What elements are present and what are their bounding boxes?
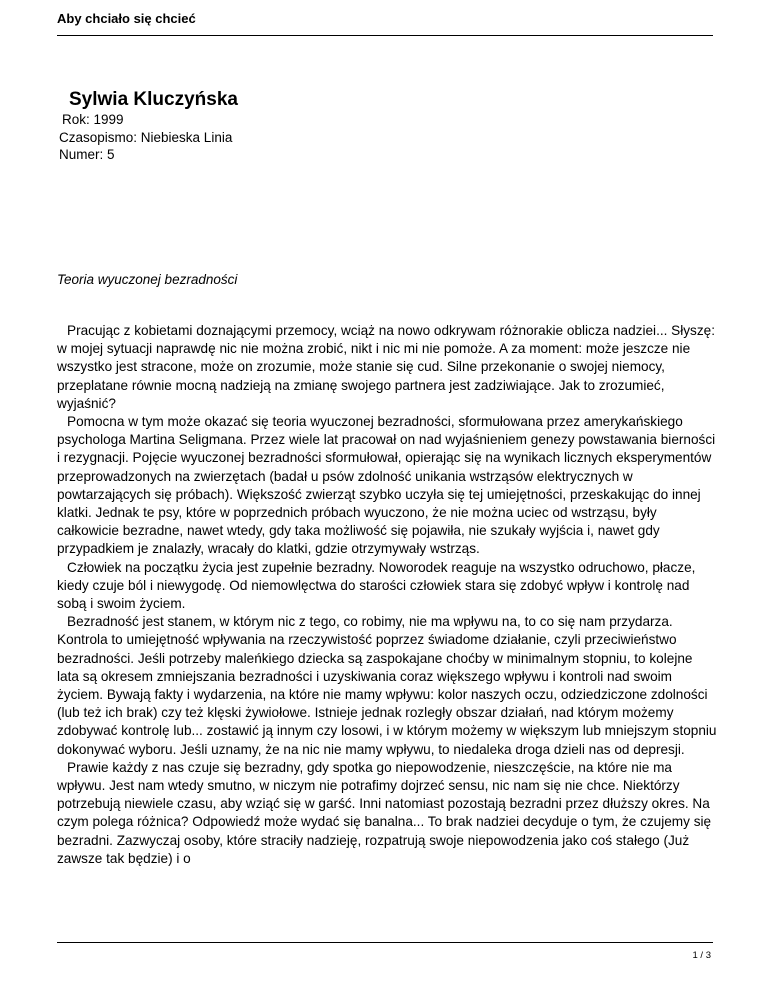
document-header-title: Aby chciało się chcieć xyxy=(57,11,196,26)
article-metadata xyxy=(59,111,232,164)
section-subtitle: Teoria wyuczonej bezradności xyxy=(57,272,238,287)
body-paragraph: Prawie każdy z nas czuje się bezradny, gdy spotka go niepowodzenie, nieszczęście, na które nie ma wpływu. Jest nam wtedy smutno, w niczym nie potrafimy dojrzeć sensu, nic nam się nie chce. Niektórzy potrzebują niewiele czasu, aby wziąć się w garść. Inni natomiast pozostają bezradni przez dłuższy okres. Na czym polega różnica? Odpowiedź może wydać się banalna... To brak nadziei decyduje o tym, że czujemy się bezradni. Zazwyczaj osoby, które straciły nadzieję, rozpatrują swoje niepowodzenia jako coś stałego (Już zawsze tak będzie) i o xyxy=(57,759,712,866)
body-paragraph: Bezradność jest stanem, w którym nic z tego, co robimy, nie ma wpływu na, to co się nam przydarza. Kontrola to umiejętność wpływania na rzeczywistość poprzez świadome działanie, czyli przeciwieństwo bezradności. Jeśli potrzeby maleńkiego dziecka są zaspokajane choćby w minimalnym stopniu, to kolejne lata są okresem zmniejszania bezradności i uzyskiwania coraz większego wpływu i kontroli nad swoim życiem. Bywają fakty i wydarzenia, na które nie mamy wpływu: kolor naszych oczu, odziedziczone zdolności (lub też ich brak) czy też klęski żywiołowe. Istnieje jednak rozległy obszar działań, nad którym możemy zdobywać kontrolę lub... zostawić ją innym czy losowi, i w którym możemy w większym lub mniejszym stopniu dokonywać wyboru. Jeśli uznamy, że na nic nie mamy wpływu, to niedaleka droga dzieli nas od depresji. xyxy=(57,614,717,757)
article-body xyxy=(57,322,717,868)
footer-divider xyxy=(57,942,713,943)
header-divider xyxy=(57,35,713,36)
page-number: 1 / 3 xyxy=(692,950,711,961)
body-paragraph: Pracując z kobietami doznającymi przemocy, wciąż na nowo odkrywam różnorakie oblicza nadziei... Słyszę: w mojej sytuacji naprawdę nic nie można zrobić, nikt i nic mi nie pomoże. A za moment: może jeszcze nie wszystko jest stracone, może on zrozumie, może stanie się cud. Silne przekonanie o swojej niemocy, przeplatane równie mocną nadzieją na zmianę swojego partnera jest zadziwiające. Jak to zrozumieć, wyjaśnić? xyxy=(57,323,715,411)
publication-year: Rok: 1999 xyxy=(62,112,124,127)
author-name: Sylwia Kluczyńska xyxy=(69,89,238,110)
issue-number: Numer: 5 xyxy=(59,147,115,163)
journal-name: Czasopismo: Niebieska Linia xyxy=(59,129,233,145)
body-paragraph: Pomocna w tym może okazać się teoria wyuczonej bezradności, sformułowana przez amerykańskiego psychologa Martina Seligmana. Przez wiele lat pracował on nad wyjaśnieniem genezy powstawania bierności i rezygnacji. Pojęcie wyuczonej bezradności sformułował, opierając się na wynikach licznych eksperymentów przeprowadzonych na zwierzętach (badał u psów zdolność unikania wstrząsów elektrycznych w powtarzających się próbach). Większość zwierząt szybko uczyła się tej umiejętności, przeskakując do innej klatki. Jednak te psy, które w poprzednich próbach wyuczono, że nie można uciec od wstrząsu, były całkowicie bezradne, nawet wtedy, gdy taka możliwość się pojawiła, nie szukały wyjścia i, nawet gdy przypadkiem je znalazły, wracały do klatki, gdzie otrzymywały wstrząs. xyxy=(57,414,716,557)
body-paragraph: Człowiek na początku życia jest zupełnie bezradny. Noworodek reaguje na wszystko odruchowo, płacze, kiedy czuje ból i niewygodę. Od niemowlęctwa do starości człowiek stara się zdobyć wpływ i kontrolę nad sobą i swoim życiem. xyxy=(57,559,696,612)
